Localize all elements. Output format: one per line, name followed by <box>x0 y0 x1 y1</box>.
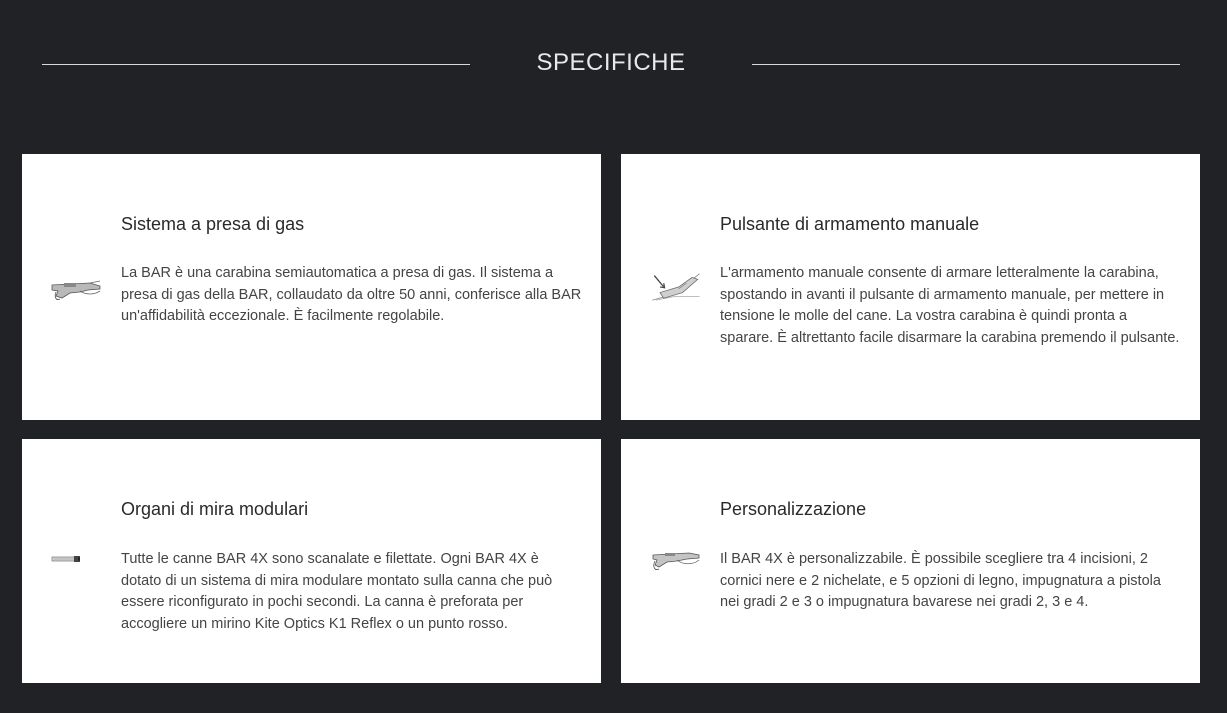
gas-system-icon <box>50 271 104 305</box>
card-title: Organi di mira modulari <box>121 499 309 519</box>
card-title: Pulsante di armamento manuale <box>720 214 980 234</box>
card-title: Personalizzazione <box>720 499 867 519</box>
section-header <box>0 0 1227 130</box>
cocking-button-icon <box>649 268 703 302</box>
barrel-sight-icon <box>50 542 104 576</box>
card-description: Tutte le canne BAR 4X sono scanalate e filettate. Ogni BAR 4X è dotato di un sistema di mira modulare montato sulla canna che può essere riconfigurato in pochi secondi. La canna è preforata per accogliere un mirino Kite Optics K1 Reflex o un punto rosso. <box>121 551 553 632</box>
section-title: SPECIFICHE <box>536 49 686 76</box>
feature-card-gas-system <box>22 154 601 420</box>
feature-card-cocking-button <box>621 154 1200 420</box>
feature-card-modular-sights <box>22 439 601 683</box>
header-divider-right <box>752 64 1180 65</box>
header-divider-left <box>42 64 470 65</box>
card-title: Sistema a presa di gas <box>121 214 305 234</box>
card-description: Il BAR 4X è personalizzabile. È possibile scegliere tra 4 incisioni, 2 cornici nere e 2 nichelate, e 5 opzioni di legno, impugnatura a pistola nei gradi 2 e 3 o impugnatura bavarese nei gradi 2, 3 e 4. <box>720 551 1161 611</box>
feature-card-customization <box>621 439 1200 683</box>
receiver-icon <box>649 545 703 579</box>
card-description: La BAR è una carabina semiautomatica a presa di gas. Il sistema a presa di gas della BAR, collaudato da oltre 50 anni, conferisce alla BAR un'affidabilità eccezionale. È facilmente regolabile. <box>121 265 582 325</box>
card-description: L'armamento manuale consente di armare letteralmente la carabina, spostando in avanti il pulsante di armamento manuale, per mettere in tensione le molle del cane. La vostra carabina è quindi pronta a sparare. È altrettanto facile disarmare la carabina premendo il pulsante. <box>720 265 1180 346</box>
